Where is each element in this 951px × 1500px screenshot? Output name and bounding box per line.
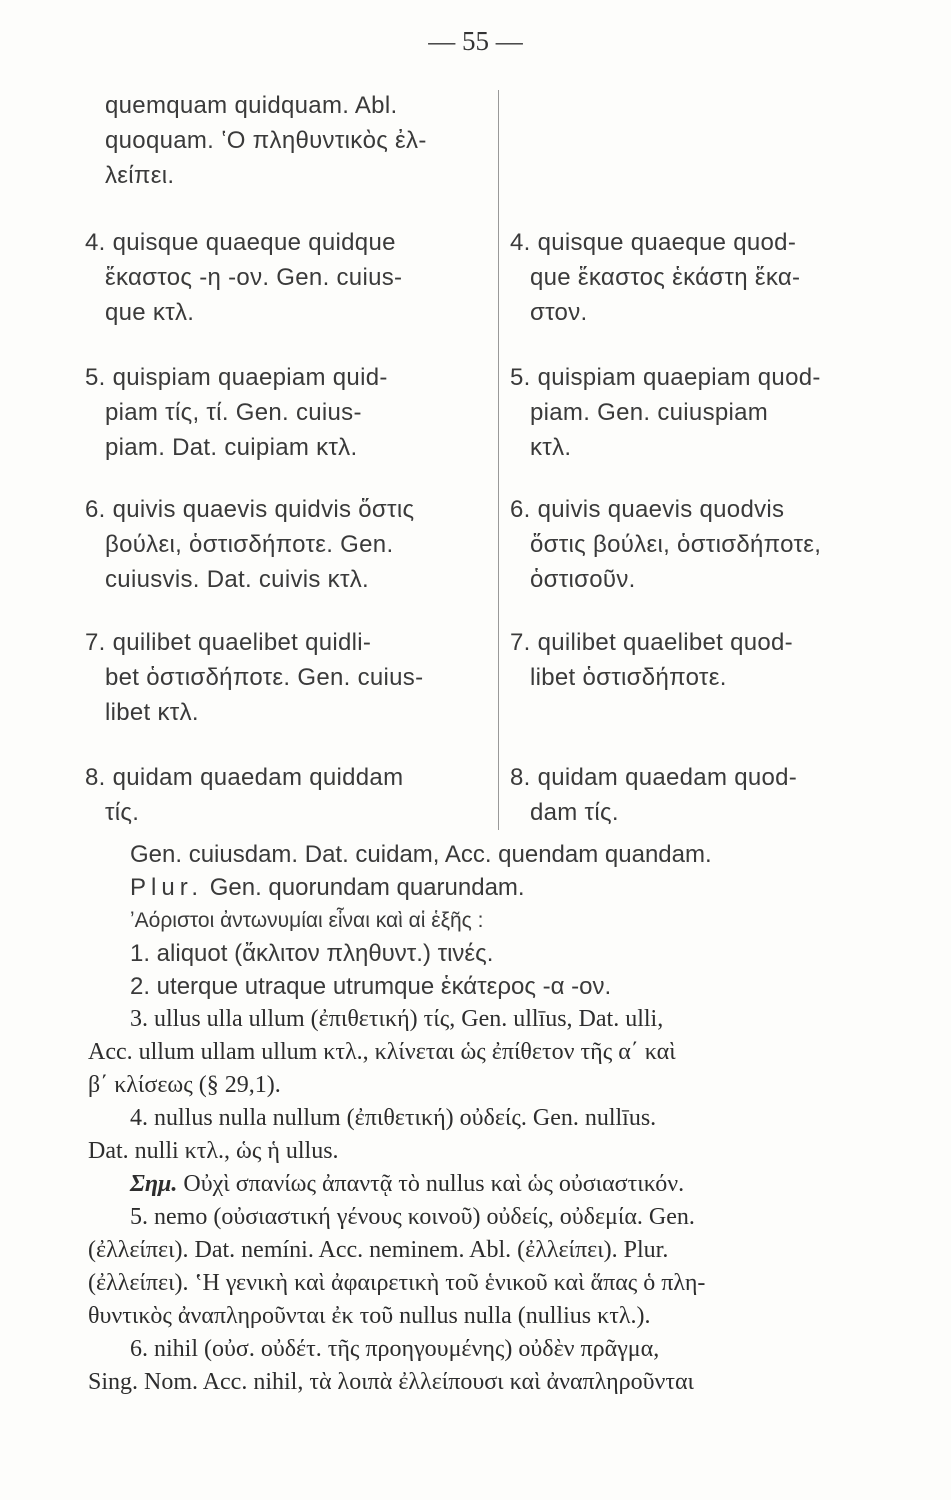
- text-line: [88, 1168, 908, 1201]
- text-line: (ἐλλείπει). Dat. nemíni. Acc. neminem. Abl. (ἐλλείπει). Plur.: [88, 1237, 669, 1263]
- text-line: κτλ.: [530, 434, 572, 461]
- plural-label: Plur.: [130, 874, 204, 901]
- right-entry-4: [510, 225, 800, 330]
- text-line: que κτλ.: [105, 299, 195, 326]
- text-line: cuiusvis. Dat. cuivis κτλ.: [105, 566, 370, 593]
- text-line: (ἐλλείπει). ʽΗ γενικὴ καὶ ἀφαιρετικὴ τοῦ ἑνικοῦ καὶ ἅπας ὁ πλη-: [88, 1270, 706, 1296]
- text-line: τίς.: [105, 799, 140, 826]
- text-line: ἕκαστος -η -ον. Gen. cuius-: [105, 264, 403, 291]
- text-line: ʼΑόριστοι ἀντωνυμίαι εἶναι καὶ αἱ ἑξῆς :: [130, 909, 484, 932]
- text-line: 6. nihil (οὐσ. οὐδέτ. τῆς προηγουμένης) οὐδὲν πρᾶγμα,: [130, 1336, 660, 1362]
- left-entry-6: [85, 492, 414, 597]
- text-line: 6. quivis quaevis quodvis: [510, 496, 785, 523]
- right-entry-7: [510, 625, 793, 695]
- text-line: Sing. Nom. Acc. nihil, τὰ λοιπὰ ἐλλείπουσι καὶ ἀναπληροῦνται: [88, 1369, 695, 1395]
- right-entry-8: [510, 760, 797, 830]
- text-line: 5. quispiam quaepiam quod-: [510, 364, 821, 391]
- text-line: libet κτλ.: [105, 699, 199, 726]
- text-line: [88, 871, 908, 904]
- text-line: libet ὁστισδήποτε.: [530, 664, 727, 691]
- column-divider: [498, 90, 499, 830]
- left-entry-7: [85, 625, 423, 730]
- text-line: 5. nemo (οὐσιαστική γένους κοινοῦ) οὐδείς, οὐδεμία. Gen.: [130, 1204, 695, 1230]
- text-line: Gen. cuiusdam. Dat. cuidam, Acc. quendam quandam.: [130, 841, 712, 868]
- text-line: Acc. ullum ullam ullum κτλ., κλίνεται ὡς ἐπίθετον τῆς α΄ καὶ: [88, 1039, 676, 1065]
- text-line: 1. aliquot (ἄκλιτον πληθυντ.) τινές.: [130, 940, 494, 967]
- left-entry-4: [85, 225, 402, 330]
- text-line: 3. ullus ulla ullum (ἐπιθετική) τίς, Gen. ullīus, Dat. ulli,: [130, 1006, 664, 1032]
- text-line: 4. nullus nulla nullum (ἐπιθετική) οὐδείς. Gen. nullīus.: [130, 1105, 657, 1131]
- text-line: 8. quidam quaedam quiddam: [85, 764, 404, 791]
- right-entry-5: [510, 360, 821, 465]
- text-line: dam τίς.: [530, 799, 619, 826]
- text-line: 2. uterque utraque utrumque ἑκάτερος -α -ον.: [130, 973, 612, 1000]
- left-entry-continuation: [105, 88, 427, 193]
- left-entry-8: [85, 760, 403, 830]
- note-label: Σημ.: [130, 1171, 178, 1197]
- text-line: piam τίς, τί. Gen. cuius-: [105, 399, 362, 426]
- text-line: β΄ κλίσεως (§ 29,1).: [88, 1072, 281, 1098]
- right-entry-6: [510, 492, 821, 597]
- text-fragment: Οὐχὶ σπανίως ἀπαντᾷ τὸ nullus καὶ ὡς οὐσιαστικόν.: [177, 1171, 685, 1197]
- text-line: ὁστισοῦν.: [530, 566, 636, 593]
- text-line: bet ὁστισδήποτε. Gen. cuius-: [105, 664, 424, 691]
- bottom-text-block: [88, 838, 908, 1399]
- text-line: 7. quilibet quaelibet quidli-: [85, 629, 372, 656]
- text-line: 6. quivis quaevis quidvis ὅστις: [85, 496, 415, 523]
- text-line: Dat. nulli κτλ., ὡς ἡ ullus.: [88, 1138, 339, 1164]
- text-line: 5. quispiam quaepiam quid-: [85, 364, 388, 391]
- text-line: 4. quisque quaeque quod-: [510, 229, 797, 256]
- text-line: ὅστις βούλει, ὁστισδήποτε,: [530, 531, 822, 558]
- text-line: piam. Gen. cuiuspiam: [530, 399, 769, 426]
- text-line: 4. quisque quaeque quidque: [85, 229, 396, 256]
- text-fragment: Gen. quorundam quarundam.: [203, 874, 525, 901]
- text-line: λείπει.: [105, 162, 175, 189]
- text-line: piam. Dat. cuipiam κτλ.: [105, 434, 358, 461]
- text-line: que ἕκαστος ἑκάστη ἕκα-: [530, 264, 801, 291]
- text-line: 7. quilibet quaelibet quod-: [510, 629, 793, 656]
- text-line: 8. quidam quaedam quod-: [510, 764, 798, 791]
- text-line: quemquam quidquam. Abl.: [105, 92, 398, 119]
- page-number: — 55 —: [428, 26, 523, 56]
- left-entry-5: [85, 360, 388, 465]
- text-line: θυντικὸς ἀναπληροῦνται ἐκ τοῦ nullus nulla (nullius κτλ.).: [88, 1303, 651, 1329]
- text-line: βούλει, ὁστισδήποτε. Gen.: [105, 531, 394, 558]
- text-line: quoquam. ʽΟ πληθυντικὸς ἐλ-: [105, 127, 427, 154]
- text-line: στον.: [530, 299, 588, 326]
